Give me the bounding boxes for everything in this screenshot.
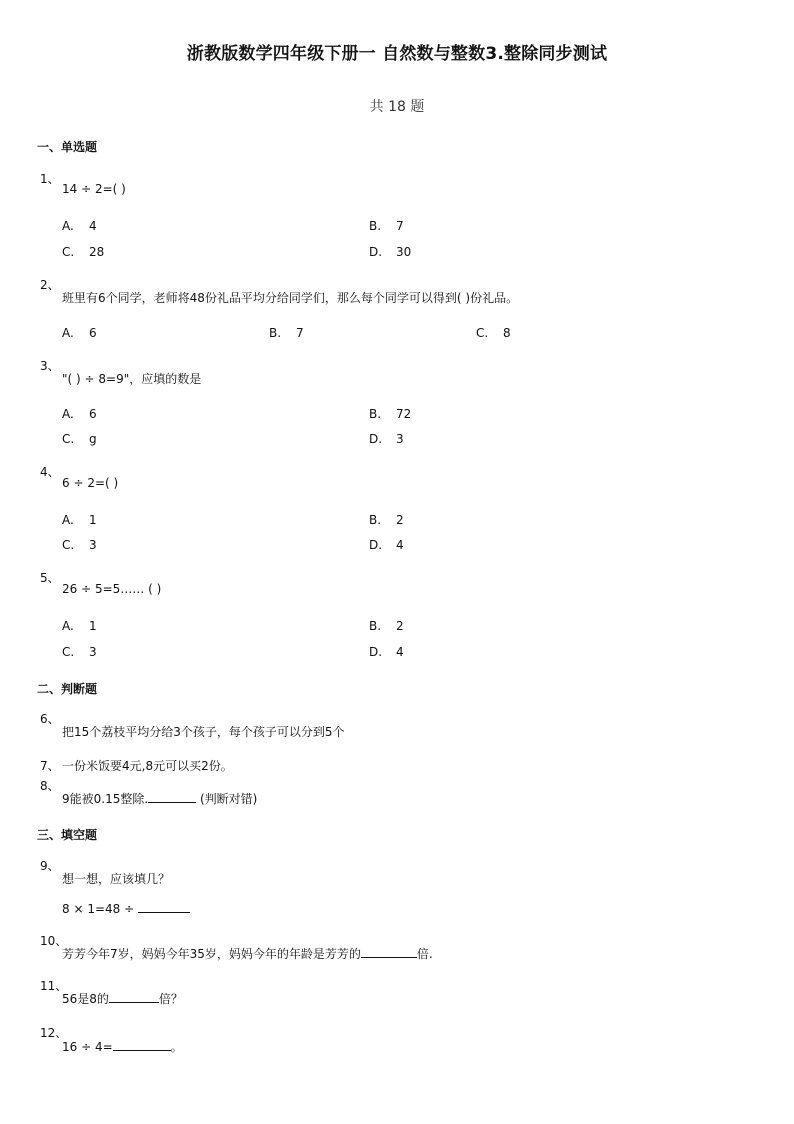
option-a[interactable] (62, 407, 97, 421)
option-a[interactable] (62, 219, 97, 233)
option-c[interactable] (62, 538, 97, 552)
question-number: 9、 (40, 859, 60, 873)
option-label: B. (269, 326, 282, 340)
option-label: A. (62, 513, 74, 527)
option-label: A. (62, 219, 74, 233)
question-number: 10、 (40, 934, 68, 948)
option-b[interactable] (369, 219, 404, 233)
question-number: 1、 (40, 172, 60, 186)
option-label: D. (369, 645, 383, 659)
section-true-false: 二、判断题 (37, 682, 98, 696)
question-number: 5、 (40, 571, 60, 585)
option-d[interactable] (369, 645, 404, 659)
option-value: 7 (396, 219, 404, 233)
question-text-after: 。 (170, 1040, 183, 1054)
question-number: 8、 (40, 779, 60, 793)
question-text (62, 945, 433, 962)
option-value: 1 (89, 513, 97, 527)
option-value: 4 (396, 538, 404, 552)
option-label: A. (62, 619, 74, 633)
option-label: B. (369, 407, 382, 421)
question-text-before: 9能被0.15整除. (62, 792, 149, 806)
option-label: C. (62, 245, 75, 259)
answer-blank[interactable] (361, 945, 417, 958)
question-number: 11、 (40, 979, 68, 993)
option-a[interactable] (62, 513, 97, 527)
option-label: A. (62, 407, 74, 421)
option-value: 7 (296, 326, 304, 340)
question-text (62, 1038, 183, 1055)
option-value: 3 (89, 645, 97, 659)
question-number: 4、 (40, 465, 60, 479)
option-c[interactable] (62, 645, 97, 659)
option-value: 3 (396, 432, 404, 446)
question-text: "( ) ÷ 8=9"，应填的数是 (62, 372, 202, 386)
option-b[interactable] (369, 513, 404, 527)
option-value: 72 (396, 407, 412, 421)
option-label: B. (369, 513, 382, 527)
option-label: D. (369, 432, 383, 446)
option-b[interactable] (269, 326, 304, 340)
section-fill-blank: 三、填空题 (37, 828, 98, 842)
question-text (62, 790, 257, 807)
option-label: C. (476, 326, 489, 340)
option-d[interactable] (369, 245, 411, 259)
question-text: 想一想，应该填几？ (62, 872, 171, 886)
option-d[interactable] (369, 538, 404, 552)
question-number: 12、 (40, 1026, 68, 1040)
option-label: D. (369, 245, 383, 259)
question-text: 14 ÷ 2=( ) (62, 182, 126, 196)
option-label: D. (369, 538, 383, 552)
question-text-after: 倍？ (158, 992, 183, 1006)
option-c[interactable] (476, 326, 511, 340)
option-value: 2 (396, 619, 404, 633)
option-value: 6 (89, 326, 97, 340)
option-value: 4 (396, 645, 404, 659)
question-text-before: 芳芳今年7岁，妈妈今年35岁，妈妈今年的年龄是芳芳的 (62, 947, 361, 961)
option-value: 2 (396, 513, 404, 527)
question-text-before: 56是8的 (62, 992, 109, 1006)
option-label: C. (62, 645, 75, 659)
option-value: 4 (89, 219, 97, 233)
option-c[interactable] (62, 245, 104, 259)
option-b[interactable] (369, 407, 411, 421)
answer-blank[interactable] (109, 990, 159, 1003)
page-title: 浙教版数学四年级下册一 自然数与整数3.整除同步测试 (186, 44, 608, 64)
question-number: 7、 (40, 759, 60, 773)
option-value: 28 (89, 245, 105, 259)
option-value: g (89, 432, 97, 446)
question-number: 2、 (40, 278, 60, 292)
option-value: 30 (396, 245, 412, 259)
question-number: 3、 (40, 359, 60, 373)
question-text: 把15个荔枝平均分给3个孩子，每个孩子可以分到5个 (62, 725, 345, 739)
option-label: C. (62, 432, 75, 446)
option-value: 1 (89, 619, 97, 633)
option-d[interactable] (369, 432, 404, 446)
question-text (62, 990, 183, 1007)
answer-blank[interactable] (148, 790, 196, 803)
option-value: 6 (89, 407, 97, 421)
answer-blank[interactable] (138, 900, 190, 913)
option-value: 8 (503, 326, 511, 340)
question-text-before: 8 × 1=48 ÷ (62, 902, 138, 916)
question-text: 一份米饭要4元,8元可以买2份。 (62, 759, 233, 773)
question-expression (62, 900, 190, 916)
option-c[interactable] (62, 432, 97, 446)
question-text-before: 16 ÷ 4= (62, 1040, 113, 1054)
option-label: B. (369, 619, 382, 633)
question-text: 26 ÷ 5=5…… ( ) (62, 582, 162, 596)
option-label: B. (369, 219, 382, 233)
question-text-after: (判断对错) (196, 792, 258, 806)
question-text: 6 ÷ 2=( ) (62, 476, 119, 490)
option-label: A. (62, 326, 74, 340)
option-label: C. (62, 538, 75, 552)
option-value: 3 (89, 538, 97, 552)
question-text-after: 倍. (416, 947, 433, 961)
question-count: 共 18 题 (369, 99, 425, 115)
option-a[interactable] (62, 619, 97, 633)
answer-blank[interactable] (113, 1038, 171, 1051)
option-a[interactable] (62, 326, 97, 340)
option-b[interactable] (369, 619, 404, 633)
question-number: 6、 (40, 712, 60, 726)
section-single-choice: 一、单选题 (37, 140, 98, 154)
question-text: 班里有6个同学，老师将48份礼品平均分给同学们，那么每个同学可以得到( )份礼品。 (62, 291, 519, 305)
